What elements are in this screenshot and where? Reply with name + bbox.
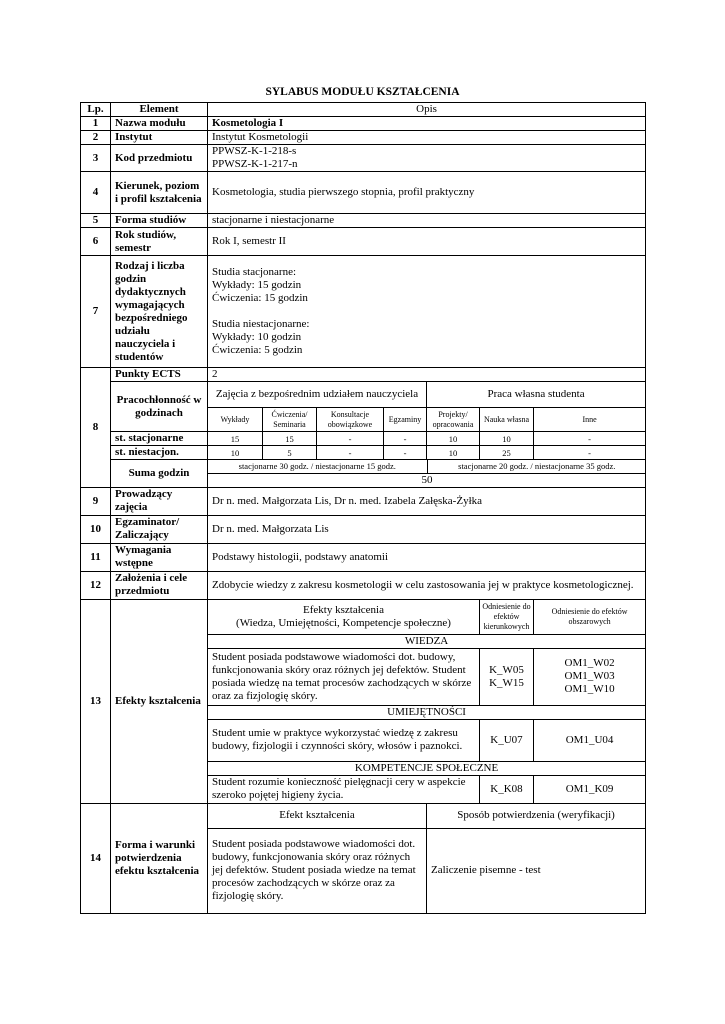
umiejetnosci-heading: UMIEJĘTNOŚCI [208,705,646,719]
method-header: Sposób potwierdzenia (weryfikacji) [427,803,646,828]
row-number: 3 [81,145,111,172]
table-row [81,145,646,172]
ects-label: Punkty ECTS [111,368,208,382]
table-row [81,487,646,515]
column-header: Egzaminy [384,408,427,432]
hours-value: - [317,432,384,446]
own-work-label: Praca własna studenta [427,382,646,408]
row-value [208,256,646,368]
column-header: Wykłady [208,408,263,432]
niestacjonarne-label: st. niestacjon. [111,446,208,460]
niestacjonarne-row [81,446,646,460]
column-header: Konsultacje obowiązkowe [317,408,384,432]
hours-line: Ćwiczenia: 5 godzin [212,344,303,356]
table-header-row [81,103,646,117]
column-header: Nauka własna [480,408,534,432]
table-row [81,543,646,571]
effects-header-row [81,599,646,634]
row-element: Kierunek, poziom i profil kształcenia [111,172,208,214]
wiedza-dir [480,648,534,705]
row-element: Założenia i cele przedmiotu [111,571,208,599]
row-element: Forma i warunki potwierdzenia efektu kształcenia [111,803,208,913]
row-element: Nazwa modułu [111,117,208,131]
workload-label: Pracochłonność w godzinach [111,382,208,432]
row-number: 11 [81,543,111,571]
row-value: Kosmetologia, studia pierwszego stopnia, profil praktyczny [208,172,646,214]
sum-label: Suma godzin [111,460,208,488]
code-stacjonarne: PPWSZ-K-1-218-s [212,145,297,157]
hours-value: 5 [263,446,317,460]
row-number: 13 [81,599,111,803]
table-row [81,515,646,543]
hours-value: - [317,446,384,460]
header-element: Element [111,103,208,117]
effect-header: Efekt kształcenia [208,803,427,828]
row-element: Efekty kształcenia [111,599,208,803]
stacjonarne-label: st. stacjonarne [111,432,208,446]
effect-code: K_W05 [489,663,524,676]
row-element: Kod przedmiotu [111,145,208,172]
wiedza-area [534,648,646,705]
row-element: Rok studiów, semestr [111,228,208,256]
row-value: Podstawy histologii, podstawy anatomii [208,543,646,571]
column-header: Projekty/ opracowania [427,408,480,432]
table-row [81,256,646,368]
ects-value: 2 [208,368,646,382]
effect-text: Student posiada podstawowe wiadomości dot. budowy, funkcjonowania skóry oraz różnych jej defektów. Student posiada wiedze na temat procesów zachodzących w skórze oraz za fizjologię skóry. [208,828,427,913]
sum-table [208,460,646,487]
hours-line: Wykłady: 15 godzin [212,279,302,291]
hours-value: 10 [427,432,480,446]
effect-code: K_W15 [489,676,524,689]
verification-header-row [81,803,646,828]
sum-values [208,460,646,488]
effect-code: K_K08 [480,775,534,803]
row-value: Kosmetologia I [208,117,646,131]
header-opis: Opis [208,103,646,117]
effects-heading [208,599,480,634]
sum-direct: stacjonarne 30 godz. / niestacjonarne 15 godz. [208,460,427,473]
row-number: 1 [81,117,111,131]
row-value [208,145,646,172]
row-value: Zdobycie wiedzy z zakresu kosmetologii w celu zastosowania jej w praktyce kosmetologicznej. [208,571,646,599]
row-element: Instytut [111,131,208,145]
hours-line: Ćwiczenia: 15 godzin [212,292,308,304]
row-element: Wymagania wstępne [111,543,208,571]
hours-value: 15 [208,432,263,446]
table-row [81,117,646,131]
effect-code: K_U07 [480,719,534,761]
column-header: Inne [534,408,646,432]
effect-code: OM1_W10 [564,683,615,695]
row-value: Rok I, semestr II [208,228,646,256]
stacjonarne-row [81,432,646,446]
hours-line: Studia stacjonarne: [212,266,297,278]
effect-code: OM1_K09 [534,775,646,803]
header-lp: Lp. [81,103,111,117]
hours-value: 10 [427,446,480,460]
kompetencje-text: Student rozumie konieczność pielęgnacji cery w aspekcie szeroko pojętej higieny życia. [208,775,480,803]
row-value: Dr n. med. Małgorzata Lis, Dr n. med. Izabela Załęska-Żyłka [208,487,646,515]
code-niestacjonarne: PPWSZ-K-1-217-n [212,158,298,170]
table-row [81,214,646,228]
table-row [81,571,646,599]
row-number: 4 [81,172,111,214]
umiejetnosci-text: Student umie w praktyce wykorzystać wiedzę z zakresu budowy, fizjologii i czynności skóry, włosów i paznokci. [208,719,480,761]
hours-value: - [384,432,427,446]
row-element: Egzaminator/ Zaliczający [111,515,208,543]
effects-heading-line1: Efekty kształcenia [303,603,384,616]
wiedza-heading: WIEDZA [208,634,646,648]
sum-total: 50 [421,473,433,486]
sum-own: stacjonarne 20 godz. / niestacjonarne 35 godz. [427,460,646,473]
row-number: 8 [81,368,111,488]
row-element: Rodzaj i liczba godzin dydaktycznych wymagających bezpośredniego udziału nauczyciela i studentów [111,256,208,368]
kompetencje-heading: KOMPETENCJE SPOŁECZNE [208,761,646,775]
table-row [81,172,646,214]
hours-value: - [534,446,646,460]
ects-row [81,368,646,382]
row-value: Dr n. med. Małgorzata Lis [208,515,646,543]
effect-code: OM1_W02 [564,657,615,669]
row-number: 14 [81,803,111,913]
workload-header-row [81,382,646,408]
method-text: Zaliczenie pisemne - test [427,828,646,913]
hours-value: 10 [208,446,263,460]
hours-value: 15 [263,432,317,446]
syllabus-table [80,102,646,914]
table-row [81,228,646,256]
row-number: 9 [81,487,111,515]
row-number: 10 [81,515,111,543]
row-value: stacjonarne i niestacjonarne [208,214,646,228]
wiedza-text: Student posiada podstawowe wiadomości dot. budowy, funkcjonowania skóry oraz różnych jej defektów. Student posiada wiedzę na temat procesów zachodzących w skórze oraz za fizjologię skóry. [208,648,480,705]
hours-value: 10 [480,432,534,446]
hours-line: Wykłady: 10 godzin [212,331,302,343]
row-number: 12 [81,571,111,599]
row-number: 2 [81,131,111,145]
page-title: SYLABUS MODUŁU KSZTAŁCENIA [265,86,460,98]
direct-contact-label: Zajęcia z bezpośrednim udziałem nauczyciela [208,382,427,408]
sum-row [81,460,646,488]
hours-value: 25 [480,446,534,460]
row-value: Instytut Kosmetologii [208,131,646,145]
effects-heading-line2: (Wiedza, Umiejętności, Kompetencje społeczne) [236,616,451,629]
column-header: Ćwiczenia/ Seminaria [263,408,317,432]
row-element: Prowadzący zajęcia [111,487,208,515]
ref-area-header: Odniesienie do efektów obszarowych [534,599,646,634]
row-number: 7 [81,256,111,368]
hours-line: Studia niestacjonarne: [212,318,310,330]
row-element: Forma studiów [111,214,208,228]
row-number: 6 [81,228,111,256]
row-number: 5 [81,214,111,228]
effect-code: OM1_U04 [534,719,646,761]
table-row [81,131,646,145]
effect-code: OM1_W03 [564,670,615,682]
hours-value: - [534,432,646,446]
ref-directional-header: Odniesienie do efektów kierunkowych [480,599,534,634]
hours-value: - [384,446,427,460]
